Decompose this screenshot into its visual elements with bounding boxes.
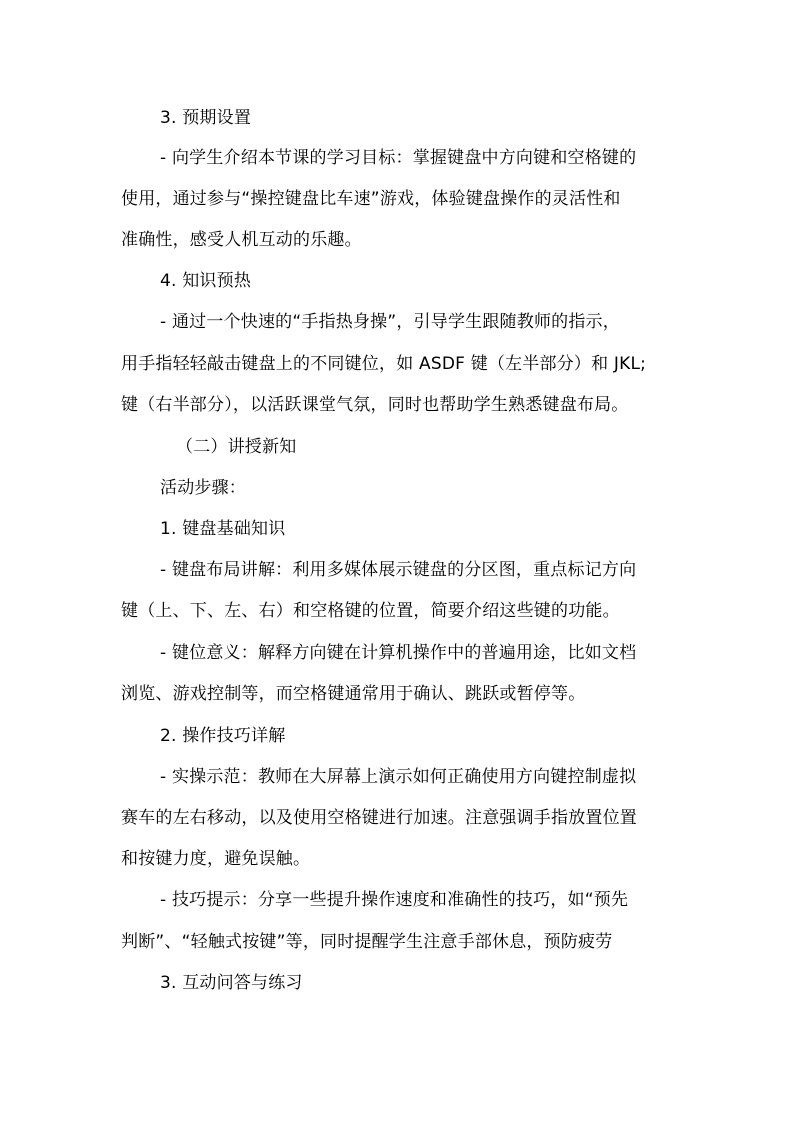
- activity-steps-label: 活动步骤：: [160, 478, 246, 498]
- paragraph-line: 赛车的左右移动，以及使用空格键进行加速。注意强调手指放置位置: [121, 808, 637, 828]
- paragraph-line: 和按键力度，避免误触。: [121, 849, 311, 869]
- paragraph-line: 浏览、游戏控制等，而空格键通常用于确认、跳跃或暂停等。: [121, 684, 586, 704]
- heading-knowledge-warmup: 4. 知识预热: [160, 271, 252, 291]
- heading-keyboard-basics: 1. 键盘基础知识: [160, 519, 286, 539]
- section-heading-new-knowledge: （二）讲授新知: [176, 437, 297, 457]
- paragraph-line: - 实操示范：教师在大屏幕上演示如何正确使用方向键控制虚拟: [160, 767, 637, 787]
- paragraph-line: 判断”、“轻触式按键”等，同时提醒学生注意手部休息，预防疲劳: [121, 932, 613, 952]
- paragraph-line: 使用，通过参与“操控键盘比车速”游戏，体验键盘操作的灵活性和: [121, 189, 621, 209]
- heading-interactive-qa: 3. 互动问答与练习: [160, 973, 303, 993]
- paragraph-line: 用手指轻轻敲击键盘上的不同键位，如 ASDF 键（左半部分）和 JKL;: [121, 354, 647, 374]
- heading-operation-skills: 2. 操作技巧详解: [160, 726, 286, 746]
- paragraph-line: - 通过一个快速的“手指热身操”，引导学生跟随教师的指示，: [160, 312, 620, 332]
- paragraph-line: - 键位意义：解释方向键在计算机操作中的普遍用途，比如文档: [160, 643, 637, 663]
- paragraph-line: 键（右半部分），以活跃课堂气氛，同时也帮助学生熟悉键盘布局。: [121, 395, 629, 415]
- paragraph-line: - 键盘布局讲解：利用多媒体展示键盘的分区图，重点标记方向: [160, 560, 637, 580]
- paragraph-line: - 向学生介绍本节课的学习目标：掌握键盘中方向键和空格键的: [160, 148, 637, 168]
- heading-expectation-setting: 3. 预期设置: [160, 108, 252, 128]
- paragraph-line: 键（上、下、左、右）和空格键的位置，简要介绍这些键的功能。: [121, 601, 620, 621]
- paragraph-line: - 技巧提示：分享一些提升操作速度和准确性的技巧，如“预先: [160, 890, 629, 910]
- paragraph-line: 准确性，感受人机互动的乐趣。: [121, 230, 362, 250]
